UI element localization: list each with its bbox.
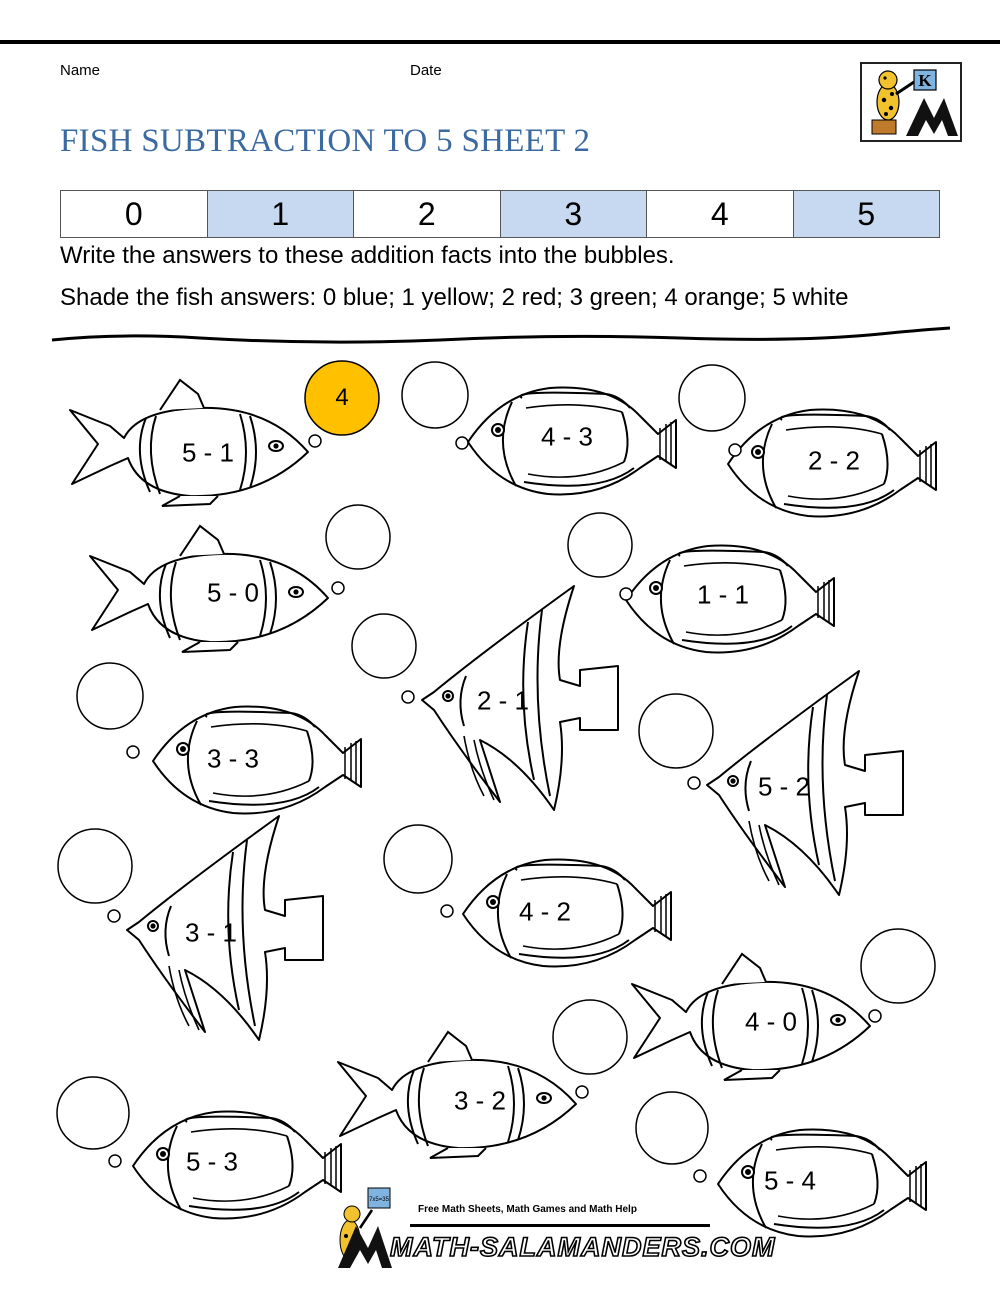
small-bubble [402,691,414,703]
answer-bubble[interactable] [58,829,132,903]
page-title: FISH SUBTRACTION TO 5 SHEET 2 [60,123,591,159]
fish-subtraction-label: 2 - 1 [476,685,530,716]
instruction-line-1: Write the answers to these addition facts into the bubbles. [60,242,675,269]
answer-bubble[interactable] [77,663,143,729]
number-cell: 4 [647,191,794,237]
instruction-line-2: Shade the fish answers: 0 blue; 1 yellow; 2 red; 3 green; 4 orange; 5 white [60,284,849,311]
fish-subtraction-label: 5 - 0 [206,577,260,608]
small-bubble [109,1155,121,1167]
fish-subtraction-label: 5 - 2 [757,771,811,802]
small-bubble [729,444,741,456]
fish-subtraction-label: 4 - 0 [744,1006,798,1037]
small-bubble [620,588,632,600]
small-bubble [332,582,344,594]
small-bubble [688,777,700,789]
fish-subtraction-label: 1 - 1 [696,579,750,610]
fish-subtraction-label: 3 - 3 [206,743,260,774]
fish-subtraction-label: 5 - 4 [763,1165,817,1196]
number-cell: 2 [354,191,501,237]
fish-subtraction-label: 3 - 2 [453,1085,507,1116]
answer-bubble[interactable] [861,929,935,1003]
water-line [52,328,950,342]
answer-value: 4 [335,384,349,411]
footer-tagline: Free Math Sheets, Math Games and Math Help [418,1204,637,1215]
answer-bubble[interactable] [568,513,632,577]
answer-bubble[interactable] [636,1092,708,1164]
number-cell: 1 [208,191,355,237]
number-cell: 0 [61,191,208,237]
logo-letter: K [918,71,932,90]
date-label: Date [410,62,442,79]
tropical-fish-outline [718,1130,926,1237]
small-bubble [576,1086,588,1098]
answer-bubble[interactable] [553,1000,627,1074]
small-bubble [456,437,468,449]
answer-bubble[interactable] [384,825,452,893]
footer-brand: MATH-SALAMANDERS.COM [390,1232,776,1262]
footer-rule [410,1224,710,1227]
fish-subtraction-label: 4 - 3 [540,421,594,452]
small-bubble [694,1170,706,1182]
answer-bubble[interactable] [326,505,390,569]
name-label: Name [60,62,101,79]
number-cell: 3 [501,191,648,237]
answer-bubble[interactable] [352,614,416,678]
answer-bubble[interactable] [679,365,745,431]
small-bubble [108,910,120,922]
small-bubble [309,435,321,447]
fish-subtraction-label: 4 - 2 [518,896,572,927]
fish-subtraction-label: 5 - 3 [185,1146,239,1177]
fish-subtraction-label: 5 - 1 [181,437,235,468]
answer-bubble[interactable] [639,694,713,768]
number-cell: 5 [794,191,940,237]
footer-salamander-logo [338,1188,392,1268]
answer-bubble[interactable] [402,362,468,428]
small-bubble [127,746,139,758]
small-bubble [869,1010,881,1022]
fish-subtraction-label: 3 - 1 [184,917,238,948]
small-bubble [441,905,453,917]
answer-bubble[interactable] [57,1077,129,1149]
footer-logo-math: 7x5=35 [369,1197,389,1203]
fish-subtraction-label: 2 - 2 [807,445,861,476]
